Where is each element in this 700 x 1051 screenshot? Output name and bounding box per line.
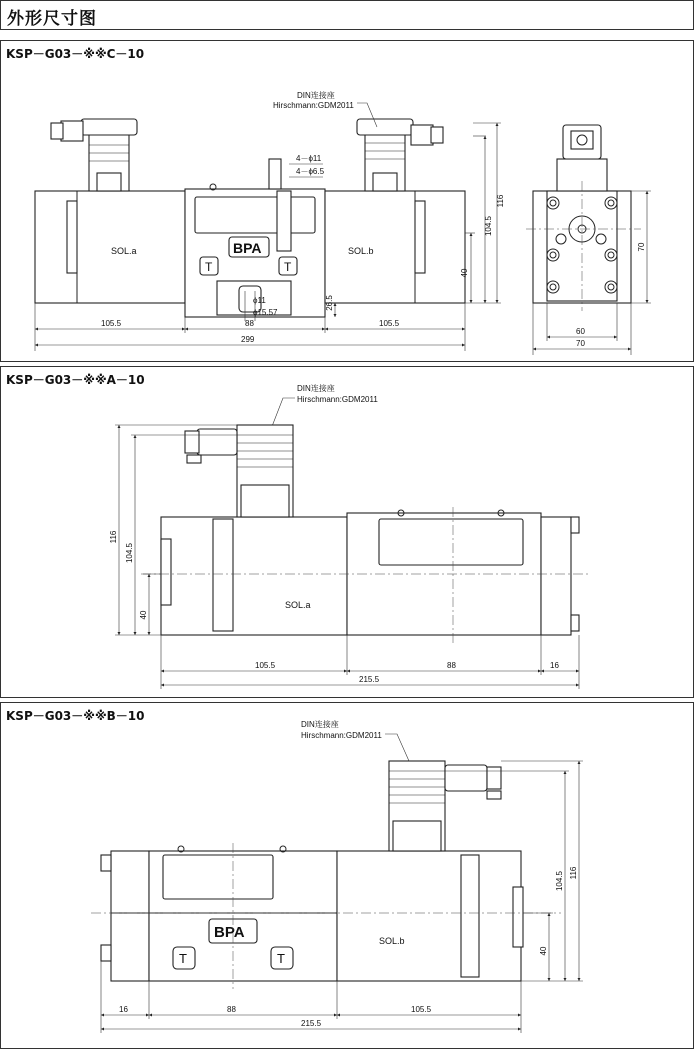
dim-b-w105: 105.5: [411, 1005, 432, 1014]
panel-c: [0, 40, 694, 362]
dim-c-h26: 26.5: [325, 295, 334, 311]
solenoid-a-body-a: [161, 517, 347, 635]
panel-a: [0, 366, 694, 698]
dim-c-d3: ϕ11: [253, 296, 266, 305]
drawing-c: [1, 41, 693, 361]
brand-label-b: BPA: [214, 924, 245, 941]
port-t-right-b: T: [277, 951, 285, 966]
hirschmann-label-c: Hirschmann:GDM2011: [273, 101, 354, 110]
dim-a-h104: 104.5: [125, 542, 134, 564]
hirschmann-label-a: Hirschmann:GDM2011: [297, 395, 378, 404]
din-label-a: DIN连接座: [297, 384, 335, 393]
dim-b-h116: 116: [569, 866, 578, 880]
solenoid-a-body: [35, 191, 185, 303]
port-t-left-b: T: [179, 951, 187, 966]
dim-b-h104: 104.5: [555, 870, 564, 892]
valve-body-b: [101, 843, 337, 989]
solenoid-b-body-b: [337, 851, 523, 981]
din-connector-right: [357, 119, 443, 191]
page-title: 外形尺寸图: [7, 9, 97, 29]
dim-b-w16: 16: [119, 1005, 128, 1014]
sol-a-label-c: SOL.a: [111, 246, 137, 256]
dim-c-d4: ϕ15.57: [253, 308, 278, 317]
dim-c-w105a: 105.5: [101, 319, 122, 328]
page-header: [0, 0, 694, 30]
panel-b: [0, 702, 694, 1049]
din-label-c: DIN连接座: [297, 91, 335, 100]
dim-c-w88: 88: [245, 319, 254, 328]
panel-a-title: KSP－G03－※※A－10: [6, 373, 145, 387]
dim-a-w105: 105.5: [255, 661, 276, 670]
drawing-a: [1, 367, 693, 697]
dim-c-w105b: 105.5: [379, 319, 400, 328]
hirschmann-label-b: Hirschmann:GDM2011: [301, 731, 382, 740]
dim-c-w299: 299: [241, 335, 255, 344]
side-view-c: [526, 125, 641, 311]
din-connector-a: [185, 425, 293, 517]
brand-label-c: BPA: [233, 240, 262, 256]
dim-a-h116: 116: [109, 530, 118, 544]
dim-c-h40: 40: [460, 268, 469, 278]
panel-b-title: KSP－G03－※※B－10: [6, 709, 145, 723]
sol-b-label-b: SOL.b: [379, 936, 405, 946]
dim-b-w215: 215.5: [301, 1019, 322, 1028]
dim-a-w215: 215.5: [359, 675, 380, 684]
din-connector-left: [51, 119, 137, 191]
din-label-b: DIN连接座: [301, 720, 339, 729]
drawing-b: [1, 703, 693, 1048]
din-connector-b: [389, 761, 501, 851]
dim-c-h104: 104.5: [484, 215, 493, 237]
solenoid-b-body: [325, 191, 465, 303]
dim-a-w88: 88: [447, 661, 456, 670]
dim-c-d1: 4－ϕ11: [296, 154, 322, 163]
dim-b-w88: 88: [227, 1005, 236, 1014]
sol-b-label-c: SOL.b: [348, 246, 374, 256]
panel-c-title: KSP－G03－※※C－10: [6, 47, 145, 61]
dim-c-h116: 116: [496, 194, 505, 208]
port-t-left-c: T: [205, 260, 213, 274]
port-t-right-c: T: [284, 260, 292, 274]
sol-a-label-a: SOL.a: [285, 600, 311, 610]
dim-a-h40: 40: [139, 610, 148, 620]
dim-c-side70w: 70: [576, 339, 585, 348]
dim-c-side70h: 70: [637, 242, 646, 252]
dim-c-d2: 4－ϕ6.5: [296, 167, 325, 176]
dim-c-side60: 60: [576, 327, 585, 336]
dim-a-w16: 16: [550, 661, 559, 670]
dim-b-h40: 40: [539, 946, 548, 956]
valve-body-a: [347, 507, 579, 643]
